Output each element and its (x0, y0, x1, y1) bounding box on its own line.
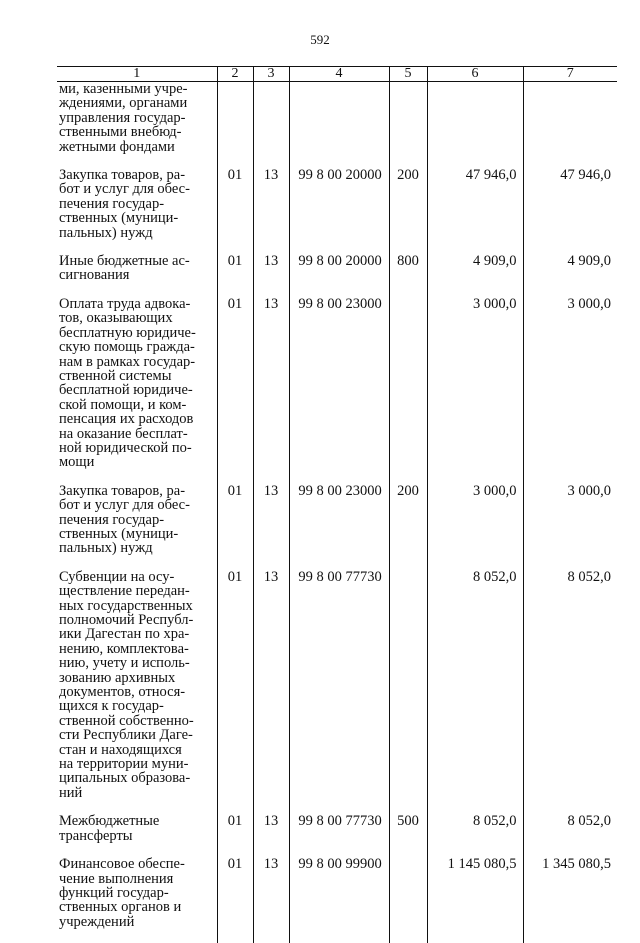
row-target-code: 99 8 00 77730 (289, 570, 389, 815)
header-col-1: 1 (57, 67, 217, 82)
row-name: Закупка товаров, ра- бот и услуг для обес- печения государ- ственных (муници- пальных) нужд (59, 167, 190, 241)
row-amount-1: 47 946,0 (427, 168, 523, 254)
table-row (57, 814, 617, 857)
table-row (57, 857, 617, 943)
row-name: Субвенции на осу- ществление передан- ных государственных полномочий Республ- ики Дагестан по хра- нению, комплектова- нию, учету и исполь- зованию архивных документов, относя- щихся к государ- ственной собственно- сти Республики Даге- стан и находящихся на территории муни- ципальных образова- ний (59, 568, 194, 801)
row-name: Иные бюджетные ас- сигнования (59, 253, 190, 284)
row-section: 01 (217, 168, 253, 254)
row-subsection: 13 (253, 254, 289, 297)
row-section: 01 (217, 484, 253, 570)
row-name: ми, казенными учре- ждениями, органами управления государ- ственными внебюд- жетными фондами (59, 81, 188, 155)
row-expense-type (389, 857, 427, 943)
row-subsection: 13 (253, 168, 289, 254)
row-section: 01 (217, 297, 253, 484)
row-amount-1 (427, 82, 523, 169)
row-expense-type: 200 (389, 484, 427, 570)
row-amount-2: 3 000,0 (523, 484, 617, 570)
row-amount-2: 8 052,0 (523, 570, 617, 815)
header-col-2: 2 (217, 67, 253, 82)
table-row (57, 168, 617, 254)
table-row (57, 297, 617, 484)
row-expense-type (389, 297, 427, 484)
row-amount-2: 3 000,0 (523, 297, 617, 484)
row-section: 01 (217, 857, 253, 943)
row-name: Оплата труда адвока- тов, оказывающих бесплатную юридиче- скую помощь гражда- нам в рамках государ- ственной системы бесплатной юридиче- ской помощи, и ком- пенсация их расходов на оказание бесплат- ной юридической по- мощи (59, 295, 196, 471)
row-amount-2: 1 345 080,5 (523, 857, 617, 943)
header-col-5: 5 (389, 67, 427, 82)
row-amount-1: 1 145 080,5 (427, 857, 523, 943)
row-expense-type: 800 (389, 254, 427, 297)
row-target-code: 99 8 00 20000 (289, 168, 389, 254)
table-row (57, 570, 617, 815)
row-amount-2 (523, 82, 617, 169)
header-col-6: 6 (427, 67, 523, 82)
row-expense-type (389, 570, 427, 815)
row-section: 01 (217, 254, 253, 297)
row-target-code (289, 82, 389, 169)
row-amount-1: 3 000,0 (427, 484, 523, 570)
row-target-code: 99 8 00 77730 (289, 814, 389, 857)
row-expense-type (389, 82, 427, 169)
budget-table (57, 66, 617, 943)
row-expense-type: 200 (389, 168, 427, 254)
row-subsection: 13 (253, 570, 289, 815)
header-col-7: 7 (523, 67, 617, 82)
row-target-code: 99 8 00 99900 (289, 857, 389, 943)
row-target-code: 99 8 00 23000 (289, 484, 389, 570)
row-section (217, 82, 253, 169)
row-amount-1: 3 000,0 (427, 297, 523, 484)
row-amount-1: 4 909,0 (427, 254, 523, 297)
row-subsection: 13 (253, 484, 289, 570)
row-amount-2: 47 946,0 (523, 168, 617, 254)
row-name: Финансовое обеспе- чение выполнения функций государ- ственных органов и учреждений (59, 856, 185, 930)
row-amount-1: 8 052,0 (427, 814, 523, 857)
row-amount-1: 8 052,0 (427, 570, 523, 815)
header-col-3: 3 (253, 67, 289, 82)
row-target-code: 99 8 00 23000 (289, 297, 389, 484)
row-subsection: 13 (253, 297, 289, 484)
table-row (57, 484, 617, 570)
row-subsection: 13 (253, 857, 289, 943)
header-col-4: 4 (289, 67, 389, 82)
row-name: Межбюджетные трансферты (59, 813, 160, 844)
row-section: 01 (217, 814, 253, 857)
table-row (57, 82, 617, 169)
row-expense-type: 500 (389, 814, 427, 857)
row-target-code: 99 8 00 20000 (289, 254, 389, 297)
row-subsection: 13 (253, 814, 289, 857)
row-amount-2: 8 052,0 (523, 814, 617, 857)
header-row (57, 67, 617, 82)
row-amount-2: 4 909,0 (523, 254, 617, 297)
row-name: Закупка товаров, ра- бот и услуг для обес- печения государ- ственных (муници- пальных) нужд (59, 482, 190, 557)
row-subsection (253, 82, 289, 169)
row-section: 01 (217, 570, 253, 815)
table-row (57, 254, 617, 297)
page-number: 592 (310, 32, 330, 47)
